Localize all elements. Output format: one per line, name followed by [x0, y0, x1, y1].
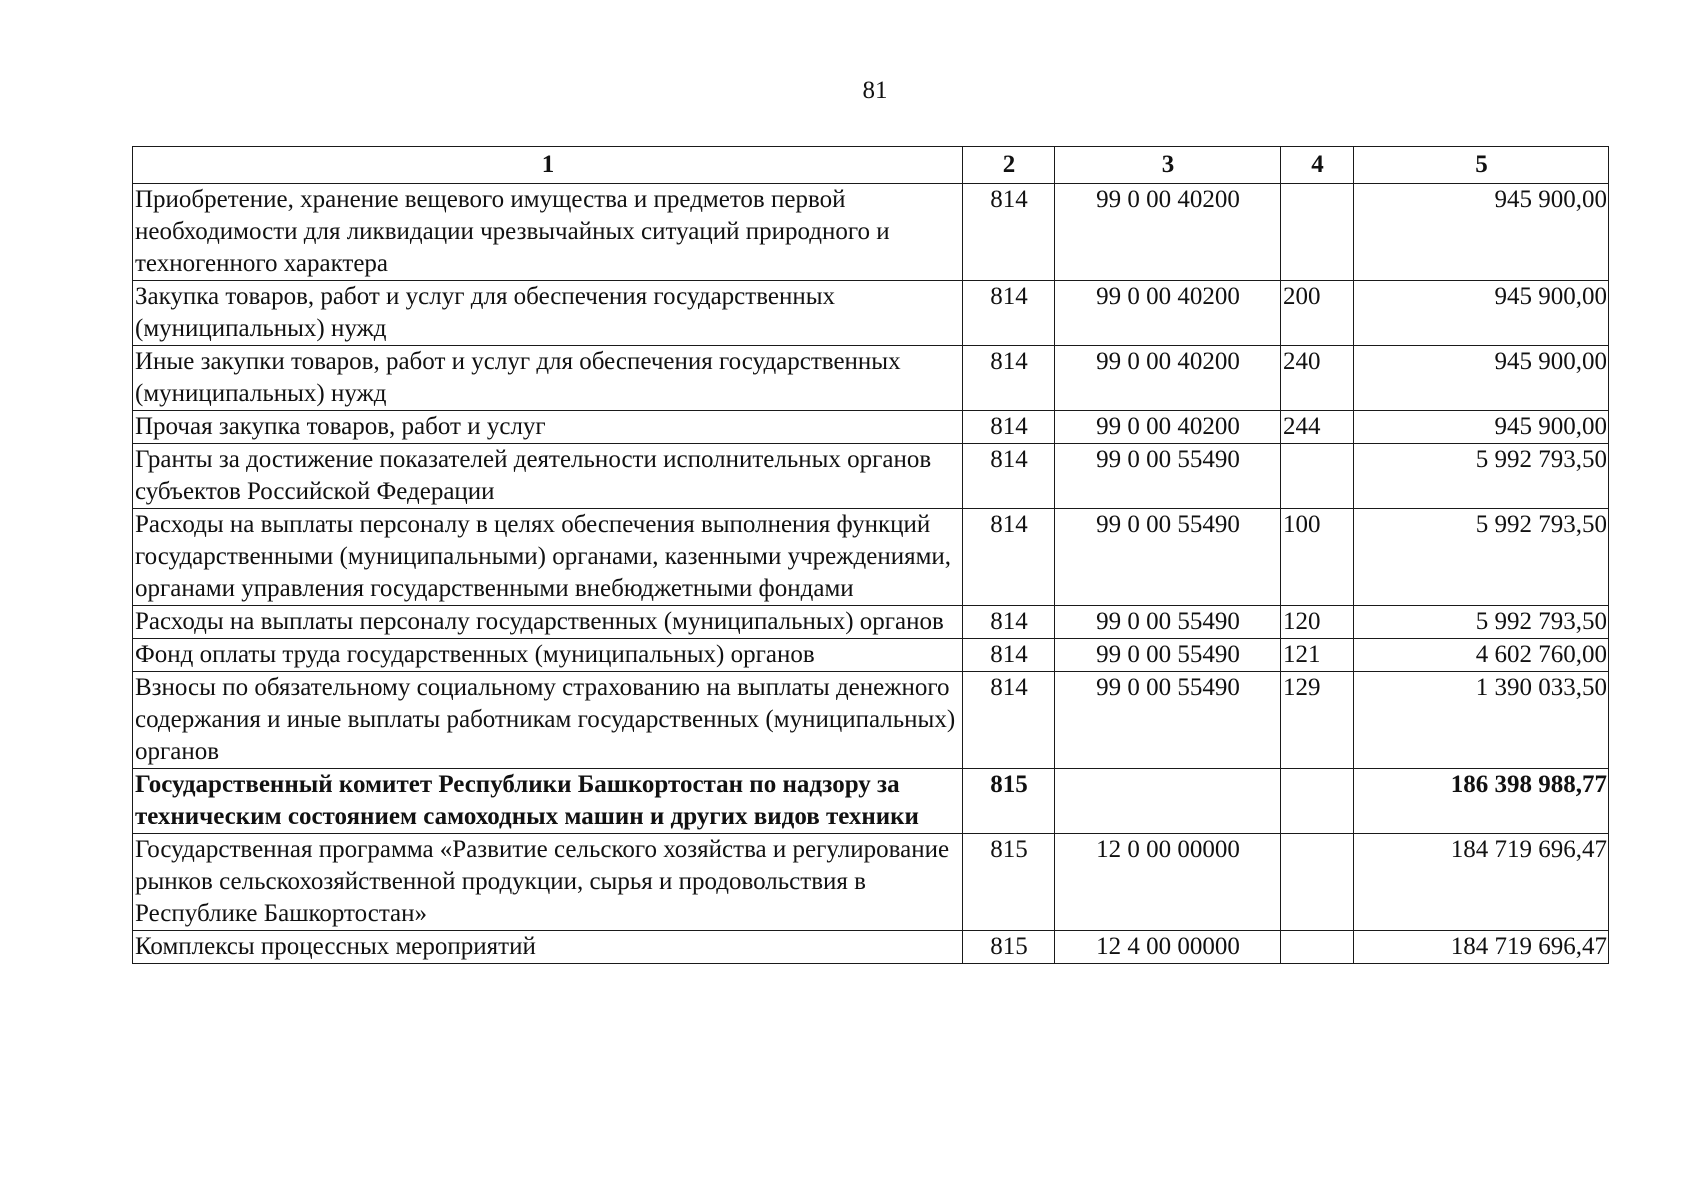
row-name: Гранты за достижение показателей деятельности исполнительных органов субъектов Российской Федерации — [133, 444, 963, 509]
header-col-2: 2 — [963, 147, 1055, 184]
row-grbs: 814 — [963, 346, 1055, 411]
table-row — [133, 184, 1609, 281]
row-amount: 1 390 033,50 — [1354, 672, 1609, 769]
row-grbs: 814 — [963, 444, 1055, 509]
table-row — [133, 346, 1609, 411]
row-csr: 99 0 00 55490 — [1055, 639, 1281, 672]
row-name: Государственный комитет Республики Башкортостан по надзору за техническим состоянием самоходных машин и других видов техники — [133, 769, 963, 834]
row-amount: 945 900,00 — [1354, 281, 1609, 346]
row-vr: 244 — [1281, 411, 1354, 444]
row-name: Приобретение, хранение вещевого имущества и предметов первой необходимости для ликвидации чрезвычайных ситуаций природного и техногенного характера — [133, 184, 963, 281]
row-vr — [1281, 931, 1354, 964]
table-row — [133, 639, 1609, 672]
row-vr: 240 — [1281, 346, 1354, 411]
row-amount: 945 900,00 — [1354, 184, 1609, 281]
row-grbs: 814 — [963, 639, 1055, 672]
table-row-agency-total — [133, 769, 1609, 834]
row-amount: 945 900,00 — [1354, 346, 1609, 411]
row-grbs: 815 — [963, 769, 1055, 834]
table-header-row — [133, 147, 1609, 184]
row-csr: 99 0 00 40200 — [1055, 411, 1281, 444]
table-row — [133, 509, 1609, 606]
row-vr: 200 — [1281, 281, 1354, 346]
row-amount: 184 719 696,47 — [1354, 931, 1609, 964]
row-vr: 120 — [1281, 606, 1354, 639]
row-csr — [1055, 769, 1281, 834]
row-amount: 5 992 793,50 — [1354, 509, 1609, 606]
row-grbs: 814 — [963, 281, 1055, 346]
header-col-4: 4 — [1281, 147, 1354, 184]
row-amount: 5 992 793,50 — [1354, 606, 1609, 639]
row-vr: 129 — [1281, 672, 1354, 769]
row-vr — [1281, 769, 1354, 834]
row-grbs: 815 — [963, 834, 1055, 931]
row-amount: 945 900,00 — [1354, 411, 1609, 444]
table-row — [133, 411, 1609, 444]
row-amount: 186 398 988,77 — [1354, 769, 1609, 834]
budget-table — [132, 146, 1609, 964]
row-vr — [1281, 834, 1354, 931]
table-row — [133, 606, 1609, 639]
row-grbs: 814 — [963, 411, 1055, 444]
row-grbs: 814 — [963, 606, 1055, 639]
row-name: Расходы на выплаты персоналу государственных (муниципальных) органов — [133, 606, 963, 639]
table-row — [133, 931, 1609, 964]
row-vr — [1281, 184, 1354, 281]
row-name: Закупка товаров, работ и услуг для обеспечения государственных (муниципальных) нужд — [133, 281, 963, 346]
table-row — [133, 444, 1609, 509]
row-amount: 184 719 696,47 — [1354, 834, 1609, 931]
table-row — [133, 834, 1609, 931]
row-csr: 99 0 00 55490 — [1055, 672, 1281, 769]
row-name: Фонд оплаты труда государственных (муниципальных) органов — [133, 639, 963, 672]
row-name: Взносы по обязательному социальному страхованию на выплаты денежного содержания и иные выплаты работникам государственных (муниципальных) органов — [133, 672, 963, 769]
row-amount: 4 602 760,00 — [1354, 639, 1609, 672]
row-amount: 5 992 793,50 — [1354, 444, 1609, 509]
table-row — [133, 672, 1609, 769]
row-vr: 121 — [1281, 639, 1354, 672]
page-number: 81 — [862, 77, 888, 104]
row-name: Комплексы процессных мероприятий — [133, 931, 963, 964]
row-name: Прочая закупка товаров, работ и услуг — [133, 411, 963, 444]
row-csr: 99 0 00 55490 — [1055, 509, 1281, 606]
row-name: Иные закупки товаров, работ и услуг для обеспечения государственных (муниципальных) нужд — [133, 346, 963, 411]
row-csr: 12 4 00 00000 — [1055, 931, 1281, 964]
row-csr: 99 0 00 40200 — [1055, 184, 1281, 281]
table-row — [133, 281, 1609, 346]
row-grbs: 815 — [963, 931, 1055, 964]
row-csr: 12 0 00 00000 — [1055, 834, 1281, 931]
row-csr: 99 0 00 55490 — [1055, 606, 1281, 639]
row-name: Государственная программа «Развитие сельского хозяйства и регулирование рынков сельскохозяйственной продукции, сырья и продовольствия в Республике Башкортостан» — [133, 834, 963, 931]
header-col-1: 1 — [133, 147, 963, 184]
row-grbs: 814 — [963, 509, 1055, 606]
header-col-3: 3 — [1055, 147, 1281, 184]
row-csr: 99 0 00 40200 — [1055, 346, 1281, 411]
row-vr: 100 — [1281, 509, 1354, 606]
row-csr: 99 0 00 40200 — [1055, 281, 1281, 346]
row-grbs: 814 — [963, 672, 1055, 769]
row-csr: 99 0 00 55490 — [1055, 444, 1281, 509]
header-col-5: 5 — [1354, 147, 1609, 184]
row-grbs: 814 — [963, 184, 1055, 281]
row-name: Расходы на выплаты персоналу в целях обеспечения выполнения функций государственными (муниципальными) органами, казенными учреждениями, органами управления государственными внебюджетными фондами — [133, 509, 963, 606]
row-vr — [1281, 444, 1354, 509]
